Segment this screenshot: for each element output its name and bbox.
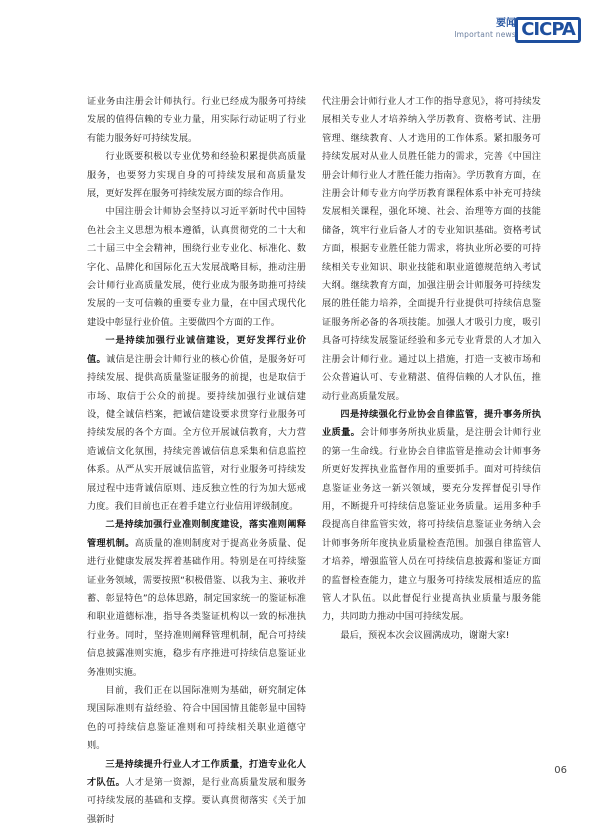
page-header — [375, 14, 575, 50]
paragraph — [87, 756, 306, 829]
paragraph: 行业既要积极以专业优势和经验积累提供高质量服务，也要努力实现自身的可持续发展和高质量发展，更好发挥在服务可持续发展方面的综合作用。 — [87, 151, 306, 200]
paragraph-text: 人才是第一资源，是行业高质量发展和服务可持续发展的基础和支撑。要认真贯彻落实《关于加强新时 — [87, 777, 307, 825]
paragraph-text: 诚信是注册会计师行业的核心价值，是服务好可持续发展、提供高质量鉴证服务的前提，也是取信于市场、取信于公众的前提。要持续加强行业诚信建设，健全诚信档案，把诚信建设要求贯穿行业服务可持续发展的各个方面。全方位开展诚信教育，大力营造诚信文化氛围，持续完善诚信信息采集和信息监控体系。从严从实开展诚信监管，对行业服务可持续发展过程中违背诚信原则、违反独立性的行为加大惩戒力度。我们目前也正在着手建立行业信用评级制度。 — [87, 353, 307, 512]
paragraph: 代注册会计师行业人才工作的指导意见》，将可持续发展相关专业人才培养纳入学历教育、资格考试、注册管理、继续教育、人才选用的工作体系。紧扣服务可持续发展对从业人员胜任能力的需求，完善《中国注册会计师行业人才胜任能力指南》。学历教育方面，在注册会计师专业方向学历教育课程体系中补充可持续发展相关课程，强化环境、社会、治理等方面的技能储备，筑牢行业后备人才的专业知识基础。资格考试方面，根据专业胜任能力需求，将执业所必要的可持续相关专业知识、职业技能和职业道德规范纳入考试大纲。继续教育方面，加强注册会计师服务可持续发展的胜任能力培养，全面提升行业提供可持续信息鉴证服务所必备的各项技能。加强人才吸引力度，吸引具备可持续发展鉴证经验和多元专业背景的人才加入注册会计师行业。通过以上措施，打造一支被市场和公众普遍认可、专业精湛、值得信赖的人才队伍，推动行业高质量发展。 — [322, 96, 541, 402]
paragraph — [87, 332, 306, 516]
cicpa-logo — [521, 16, 575, 44]
paragraph: 证业务由注册会计师执行。行业已经成为服务可持续发展的值得信赖的专业力量，用实际行动证明了行业有能力服务好可持续发展。 — [87, 96, 306, 144]
left-column — [87, 93, 307, 825]
paragraph-text: 会计师事务所执业质量，是注册会计师行业的第一生命线。行业协会自律监管是推动会计师事务所更好发挥执业监督作用的重要抓手。面对可持续信息鉴证业务这一新兴领域，要充分发挥督促引导作用，不断提升可持续信息鉴证业务质量。运用多种手段提高自律监管实效，将可持续信息鉴证业务纳入会计师事务所年度执业质量检查范围。加强自律监管人才培养，增强监管人员在可持续信息披露和鉴证方面的监督检查能力，建立与服务可持续发展相适应的监管人才队伍。以此督促行业提高执业质量与服务能力，共同助力推动中国可持续发展。 — [322, 427, 542, 623]
paragraph-lead: 三是持续提升行业人才工作质量，打造专业化人才队伍。 — [87, 758, 306, 789]
paragraph — [322, 406, 541, 627]
paragraph: 目前，我们正在以国际准则为基础，研究制定体现国际准则有益经验、符合中国国情且能彰显中国特色的可持续信息鉴证准则和可持续相关职业道德守则。 — [87, 685, 306, 752]
right-column — [322, 93, 541, 733]
paragraph — [87, 516, 306, 682]
article-body — [87, 93, 542, 825]
paragraph-text: 高质量的准则制度对于提高业务质量、促进行业健康发展发挥着基础作用。特别是在可持续鉴证业务领域，需要按照“积极借鉴、以我为主、兼收并蓄、彰显特色”的总体思路，制定国家统一的鉴证标准和职业道德标准，指导各类鉴证机构以一致的标准执行业务。同时，坚持准则阐释管理机制，配合可持续信息披露准则实施，稳步有序推进可持续信息鉴证业务准则实施。 — [87, 537, 307, 678]
logo-text: CICPA — [515, 17, 581, 43]
paragraph: 最后，预祝本次会议圆满成功，谢谢大家! — [340, 629, 510, 641]
paragraph: 中国注册会计师协会坚持以习近平新时代中国特色社会主义思想为根本遵循，认真贯彻党的二十大和二十届三中全会精神，围绕行业专业化、标准化、数字化、品牌化和国际化五大发展战略目标，推动注册会计师行业高质量发展，使行业成为服务助推可持续发展的一支可信赖的重要专业力量，在中国式现代化建设中彰显行业价值。主要做四个方面的工作。 — [87, 206, 306, 328]
paragraph-lead: 四是持续强化行业协会自律监管，提升事务所执业质量。 — [322, 408, 541, 439]
section-label — [396, 18, 516, 40]
section-title-en: Important news — [454, 30, 516, 39]
section-title-cn: 要闻 — [496, 18, 516, 29]
paragraph-lead: 一是持续加强行业诚信建设，更好发挥行业价值。 — [87, 335, 306, 365]
page-number: 06 — [554, 765, 567, 776]
paragraph-lead: 二是持续加强行业准则制度建设，落实准则阐释管理机制。 — [87, 519, 306, 549]
